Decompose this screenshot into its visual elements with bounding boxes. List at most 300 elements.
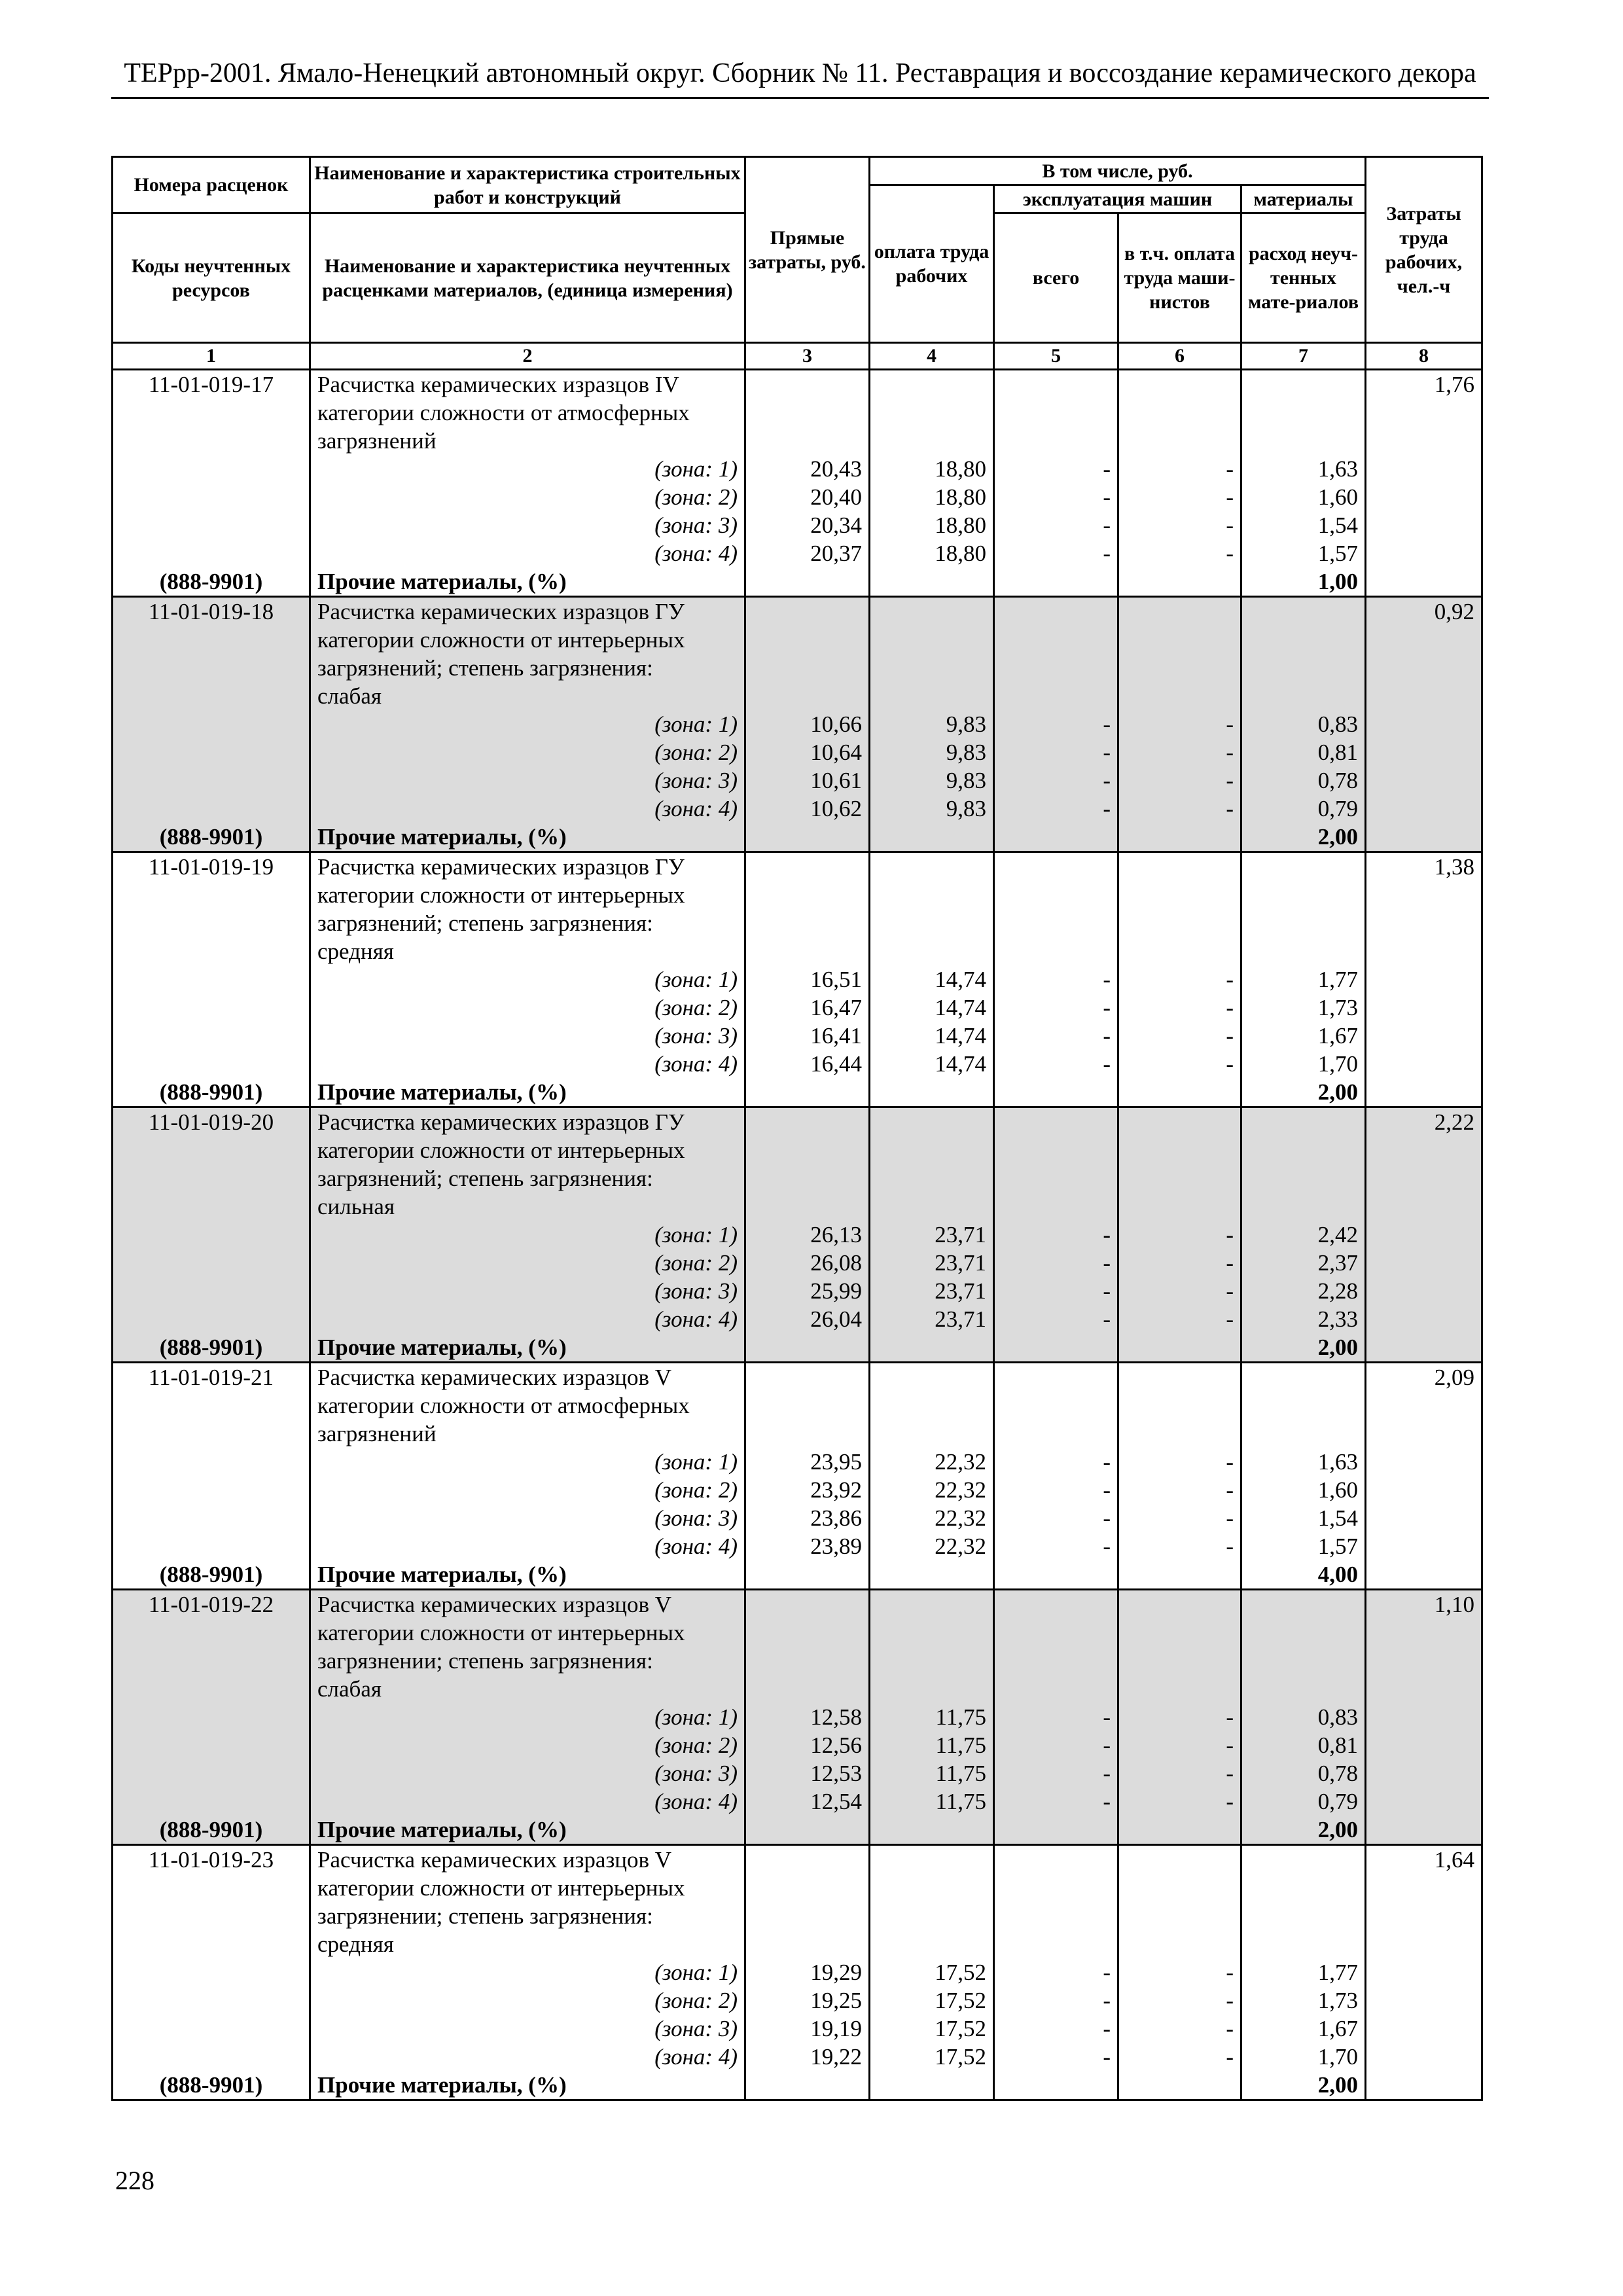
table-row — [113, 399, 1482, 427]
materials-cost-header: расход неуч-тенных мате-риалов — [1241, 213, 1366, 343]
zone-label: (зона: 4) — [310, 1305, 745, 1333]
rate-code — [113, 937, 310, 965]
labor-hours — [1366, 427, 1482, 455]
col-number: 8 — [1366, 343, 1482, 370]
table-header — [113, 157, 1482, 370]
direct-cost: 16,41 — [745, 1022, 870, 1050]
direct-cost: 10,61 — [745, 766, 870, 795]
machines-total — [994, 682, 1118, 710]
table-row — [113, 654, 1482, 682]
direct-cost — [745, 852, 870, 882]
table-row — [113, 1958, 1482, 1986]
table-row — [113, 1363, 1482, 1392]
machinist-pay — [1118, 1816, 1241, 1845]
labor-pay — [870, 427, 994, 455]
col-number: 2 — [310, 343, 745, 370]
labor-pay: 22,32 — [870, 1504, 994, 1532]
direct-cost — [745, 567, 870, 597]
materials-cost — [1241, 1363, 1366, 1392]
materials-cost — [1241, 370, 1366, 399]
machines-total: - — [994, 1787, 1118, 1816]
materials-cost — [1241, 399, 1366, 427]
rate-code — [113, 399, 310, 427]
labor-hours — [1366, 994, 1482, 1022]
work-description-line: загрязнений; степень загрязнения: — [310, 654, 745, 682]
labor-hours — [1366, 965, 1482, 994]
table-row — [113, 567, 1482, 597]
labor-hours — [1366, 1448, 1482, 1476]
labor-hours — [1366, 937, 1482, 965]
materials-cost: 0,79 — [1241, 795, 1366, 823]
materials-cost — [1241, 597, 1366, 626]
machines-total: - — [994, 1958, 1118, 1986]
labor-pay — [870, 597, 994, 626]
materials-cost: 1,73 — [1241, 994, 1366, 1022]
rate-code — [113, 654, 310, 682]
table-row — [113, 682, 1482, 710]
machines-total: - — [994, 965, 1118, 994]
machinist-pay — [1118, 1078, 1241, 1107]
materials-cost — [1241, 1930, 1366, 1958]
table-row — [113, 1675, 1482, 1703]
labor-hours — [1366, 2043, 1482, 2071]
machinist-pay — [1118, 399, 1241, 427]
labor-hours: 1,76 — [1366, 370, 1482, 399]
resource-code: (888-9901) — [113, 567, 310, 597]
labor-pay — [870, 909, 994, 937]
labor-pay — [870, 1420, 994, 1448]
labor-pay: 23,71 — [870, 1221, 994, 1249]
rate-code — [113, 994, 310, 1022]
labor-pay — [870, 1590, 994, 1619]
materials-cost: 1,73 — [1241, 1986, 1366, 2015]
other-materials-label: Прочие материалы, (%) — [310, 2071, 745, 2100]
machinist-pay: - — [1118, 455, 1241, 483]
labor-pay: 22,32 — [870, 1532, 994, 1560]
machinist-pay: - — [1118, 1249, 1241, 1277]
machines-total: - — [994, 1532, 1118, 1560]
materials-cost — [1241, 1590, 1366, 1619]
materials-cost: 0,78 — [1241, 766, 1366, 795]
machinist-pay: - — [1118, 511, 1241, 539]
direct-cost — [745, 1333, 870, 1363]
labor-pay: 11,75 — [870, 1759, 994, 1787]
machinist-pay: - — [1118, 994, 1241, 1022]
labor-hours — [1366, 1787, 1482, 1816]
work-description-line: Расчистка керамических изразцов V — [310, 1590, 745, 1619]
labor-pay-header: оплата труда рабочих — [870, 185, 994, 343]
direct-cost — [745, 1816, 870, 1845]
labor-hours: 0,92 — [1366, 597, 1482, 626]
labor-pay — [870, 1560, 994, 1590]
table-row — [113, 2071, 1482, 2100]
labor-hours — [1366, 1022, 1482, 1050]
machines-total: - — [994, 2015, 1118, 2043]
machines-total — [994, 1078, 1118, 1107]
direct-cost: 10,64 — [745, 738, 870, 766]
table-row — [113, 1078, 1482, 1107]
table-row — [113, 1249, 1482, 1277]
direct-cost: 19,22 — [745, 2043, 870, 2071]
work-description-line: категории сложности от интерьерных — [310, 1874, 745, 1902]
labor-pay: 9,83 — [870, 738, 994, 766]
machines-total: - — [994, 1476, 1118, 1504]
rate-code — [113, 483, 310, 511]
machines-total: - — [994, 1050, 1118, 1078]
machinist-pay — [1118, 682, 1241, 710]
labor-pay: 23,71 — [870, 1249, 994, 1277]
labor-hours — [1366, 710, 1482, 738]
direct-cost: 20,43 — [745, 455, 870, 483]
direct-cost — [745, 1874, 870, 1902]
table-row — [113, 1050, 1482, 1078]
rate-code — [113, 1221, 310, 1249]
table-row — [113, 1448, 1482, 1476]
other-materials-percent: 2,00 — [1241, 1078, 1366, 1107]
labor-pay: 23,71 — [870, 1277, 994, 1305]
table-row — [113, 1930, 1482, 1958]
labor-hours — [1366, 1050, 1482, 1078]
labor-hours: 2,22 — [1366, 1107, 1482, 1137]
table-row — [113, 1305, 1482, 1333]
table-row — [113, 539, 1482, 567]
machines-total: - — [994, 710, 1118, 738]
table-row — [113, 1731, 1482, 1759]
labor-hours — [1366, 2071, 1482, 2100]
machines-total: - — [994, 455, 1118, 483]
materials-cost: 1,70 — [1241, 1050, 1366, 1078]
direct-cost: 20,37 — [745, 539, 870, 567]
machinist-pay — [1118, 1164, 1241, 1193]
work-description-line: Расчистка керамических изразцов V — [310, 1363, 745, 1392]
rate-code: 11-01-019-18 — [113, 597, 310, 626]
materials-cost — [1241, 881, 1366, 909]
direct-cost: 12,56 — [745, 1731, 870, 1759]
machines-total — [994, 1590, 1118, 1619]
machinist-pay — [1118, 1107, 1241, 1137]
col-number: 1 — [113, 343, 310, 370]
rate-code — [113, 626, 310, 654]
table-row — [113, 1107, 1482, 1137]
rate-code — [113, 1022, 310, 1050]
zone-label: (зона: 1) — [310, 1448, 745, 1476]
work-description-line: категории сложности от атмосферных — [310, 399, 745, 427]
rate-code — [113, 455, 310, 483]
work-description-line: категории сложности от интерьерных — [310, 1619, 745, 1647]
other-materials-label: Прочие материалы, (%) — [310, 1333, 745, 1363]
labor-pay — [870, 1107, 994, 1137]
labor-pay: 17,52 — [870, 2043, 994, 2071]
direct-cost: 19,29 — [745, 1958, 870, 1986]
machines-total — [994, 1902, 1118, 1930]
zone-label: (зона: 2) — [310, 1249, 745, 1277]
machinist-pay: - — [1118, 1958, 1241, 1986]
rate-code — [113, 1164, 310, 1193]
rate-code — [113, 1448, 310, 1476]
materials-cost — [1241, 1391, 1366, 1420]
table-row — [113, 626, 1482, 654]
machines-total: - — [994, 1986, 1118, 2015]
zone-label: (зона: 2) — [310, 1986, 745, 2015]
labor-header: Затраты труда рабочих, чел.-ч — [1366, 157, 1482, 343]
labor-hours — [1366, 1874, 1482, 1902]
rate-code — [113, 1874, 310, 1902]
machines-total: - — [994, 795, 1118, 823]
labor-hours — [1366, 1560, 1482, 1590]
rate-code — [113, 539, 310, 567]
labor-hours — [1366, 654, 1482, 682]
resource-code: (888-9901) — [113, 1078, 310, 1107]
direct-cost — [745, 1647, 870, 1675]
materials-cost — [1241, 1107, 1366, 1137]
rate-code — [113, 1193, 310, 1221]
rate-code — [113, 1930, 310, 1958]
direct-cost — [745, 1930, 870, 1958]
direct-cost: 12,54 — [745, 1787, 870, 1816]
materials-cost: 1,77 — [1241, 965, 1366, 994]
col-number: 4 — [870, 343, 994, 370]
resource-code: (888-9901) — [113, 823, 310, 852]
labor-pay — [870, 1675, 994, 1703]
labor-pay: 14,74 — [870, 965, 994, 994]
direct-cost: 25,99 — [745, 1277, 870, 1305]
col2-top-header: Наименование и характеристика строительных работ и конструкций — [310, 157, 745, 213]
labor-pay: 17,52 — [870, 1986, 994, 2015]
labor-pay: 14,74 — [870, 994, 994, 1022]
table-row — [113, 1022, 1482, 1050]
direct-cost — [745, 823, 870, 852]
machines-total: - — [994, 2043, 1118, 2071]
table-row — [113, 2043, 1482, 2071]
labor-pay: 14,74 — [870, 1050, 994, 1078]
labor-pay: 22,32 — [870, 1476, 994, 1504]
labor-hours — [1366, 1221, 1482, 1249]
table-row — [113, 1986, 1482, 2015]
labor-hours — [1366, 1902, 1482, 1930]
machines-total: - — [994, 1504, 1118, 1532]
machines-total — [994, 626, 1118, 654]
materials-cost: 1,54 — [1241, 511, 1366, 539]
labor-hours: 2,09 — [1366, 1363, 1482, 1392]
labor-pay — [870, 1930, 994, 1958]
machinist-pay — [1118, 567, 1241, 597]
zone-label: (зона: 3) — [310, 1022, 745, 1050]
other-materials-label: Прочие материалы, (%) — [310, 1816, 745, 1845]
machines-total: - — [994, 1448, 1118, 1476]
labor-hours — [1366, 1078, 1482, 1107]
rate-code — [113, 1050, 310, 1078]
other-materials-percent: 4,00 — [1241, 1560, 1366, 1590]
zone-label: (зона: 1) — [310, 965, 745, 994]
direct-cost — [745, 2071, 870, 2100]
work-description-line: Расчистка керамических изразцов V — [310, 1845, 745, 1874]
machinist-pay — [1118, 1333, 1241, 1363]
labor-hours — [1366, 1420, 1482, 1448]
labor-pay — [870, 1619, 994, 1647]
labor-pay — [870, 1391, 994, 1420]
table-row — [113, 766, 1482, 795]
labor-hours — [1366, 1958, 1482, 1986]
direct-cost — [745, 1560, 870, 1590]
table-row — [113, 1164, 1482, 1193]
rate-code — [113, 1986, 310, 2015]
materials-cost — [1241, 626, 1366, 654]
direct-cost — [745, 1193, 870, 1221]
machinist-pay: - — [1118, 2043, 1241, 2071]
labor-hours — [1366, 766, 1482, 795]
work-description-line: загрязнений; степень загрязнения: — [310, 1164, 745, 1193]
machinist-pay: - — [1118, 710, 1241, 738]
labor-hours — [1366, 1476, 1482, 1504]
labor-pay — [870, 852, 994, 882]
col-number: 5 — [994, 343, 1118, 370]
machinist-pay — [1118, 1845, 1241, 1874]
machines-total — [994, 370, 1118, 399]
labor-pay — [870, 881, 994, 909]
machines-total — [994, 909, 1118, 937]
materials-cost: 1,63 — [1241, 1448, 1366, 1476]
machinist-pay: - — [1118, 2015, 1241, 2043]
machinist-pay: - — [1118, 1731, 1241, 1759]
labor-pay — [870, 682, 994, 710]
materials-cost — [1241, 1675, 1366, 1703]
table-row — [113, 370, 1482, 399]
rate-code — [113, 795, 310, 823]
machines-total — [994, 567, 1118, 597]
other-materials-label: Прочие материалы, (%) — [310, 823, 745, 852]
zone-label: (зона: 2) — [310, 994, 745, 1022]
labor-hours — [1366, 1305, 1482, 1333]
machinist-pay — [1118, 1902, 1241, 1930]
rate-code — [113, 1647, 310, 1675]
work-description-line: Расчистка керамических изразцов ГУ — [310, 1107, 745, 1137]
rate-code: 11-01-019-22 — [113, 1590, 310, 1619]
labor-pay — [870, 567, 994, 597]
work-description-line: средняя — [310, 937, 745, 965]
work-description-line: загрязнений — [310, 1420, 745, 1448]
table-row — [113, 738, 1482, 766]
labor-pay: 18,80 — [870, 539, 994, 567]
labor-hours — [1366, 626, 1482, 654]
labor-pay: 14,74 — [870, 1022, 994, 1050]
machinist-pay: - — [1118, 1277, 1241, 1305]
direct-cost — [745, 1619, 870, 1647]
labor-hours: 1,64 — [1366, 1845, 1482, 1874]
labor-hours — [1366, 1193, 1482, 1221]
table-row — [113, 455, 1482, 483]
direct-cost — [745, 626, 870, 654]
machines-total: - — [994, 1221, 1118, 1249]
labor-pay — [870, 1164, 994, 1193]
zone-label: (зона: 1) — [310, 1703, 745, 1731]
direct-cost — [745, 881, 870, 909]
labor-hours — [1366, 511, 1482, 539]
work-description-line: загрязнений — [310, 427, 745, 455]
machinist-pay — [1118, 2071, 1241, 2100]
machinist-pay — [1118, 654, 1241, 682]
zone-label: (зона: 1) — [310, 455, 745, 483]
zone-label: (зона: 3) — [310, 511, 745, 539]
direct-cost — [745, 1391, 870, 1420]
col-number: 7 — [1241, 343, 1366, 370]
machinist-pay — [1118, 1420, 1241, 1448]
direct-cost: 23,92 — [745, 1476, 870, 1504]
machines-total: - — [994, 1022, 1118, 1050]
table-row — [113, 1532, 1482, 1560]
direct-cost: 16,47 — [745, 994, 870, 1022]
rate-code: 11-01-019-17 — [113, 370, 310, 399]
direct-cost — [745, 1363, 870, 1392]
rate-code — [113, 427, 310, 455]
machines-pay-header: в т.ч. оплата труда маши-нистов — [1118, 213, 1241, 343]
labor-pay — [870, 1136, 994, 1164]
table-row — [113, 823, 1482, 852]
labor-pay: 9,83 — [870, 710, 994, 738]
machines-total — [994, 1420, 1118, 1448]
materials-cost: 1,77 — [1241, 1958, 1366, 1986]
rate-code — [113, 1731, 310, 1759]
rate-code — [113, 1476, 310, 1504]
labor-hours — [1366, 399, 1482, 427]
table-row — [113, 1759, 1482, 1787]
direct-cost — [745, 1107, 870, 1137]
machinist-pay — [1118, 1675, 1241, 1703]
machines-total: - — [994, 1703, 1118, 1731]
direct-cost: 26,04 — [745, 1305, 870, 1333]
direct-cost — [745, 370, 870, 399]
materials-cost: 2,33 — [1241, 1305, 1366, 1333]
other-materials-percent: 2,00 — [1241, 1333, 1366, 1363]
rate-code — [113, 1420, 310, 1448]
zone-label: (зона: 4) — [310, 795, 745, 823]
rate-code — [113, 909, 310, 937]
machinist-pay — [1118, 1560, 1241, 1590]
other-materials-label: Прочие материалы, (%) — [310, 1078, 745, 1107]
zone-label: (зона: 4) — [310, 1532, 745, 1560]
machines-header: эксплуатация машин — [994, 185, 1241, 213]
materials-cost: 1,70 — [1241, 2043, 1366, 2071]
machines-total — [994, 1560, 1118, 1590]
other-materials-percent: 1,00 — [1241, 567, 1366, 597]
labor-pay: 11,75 — [870, 1731, 994, 1759]
materials-cost — [1241, 852, 1366, 882]
zone-label: (зона: 2) — [310, 738, 745, 766]
machinist-pay — [1118, 909, 1241, 937]
materials-cost — [1241, 1420, 1366, 1448]
direct-cost — [745, 1675, 870, 1703]
table-row — [113, 1619, 1482, 1647]
materials-cost — [1241, 654, 1366, 682]
labor-hours — [1366, 1759, 1482, 1787]
labor-hours — [1366, 1675, 1482, 1703]
machinist-pay — [1118, 1590, 1241, 1619]
direct-cost: 12,58 — [745, 1703, 870, 1731]
labor-pay — [870, 1333, 994, 1363]
machines-total: - — [994, 766, 1118, 795]
machinist-pay: - — [1118, 795, 1241, 823]
machinist-pay — [1118, 1874, 1241, 1902]
table-row — [113, 1333, 1482, 1363]
table-row — [113, 511, 1482, 539]
labor-hours — [1366, 1391, 1482, 1420]
direct-cost — [745, 682, 870, 710]
work-description-line: слабая — [310, 1675, 745, 1703]
direct-cost: 16,51 — [745, 965, 870, 994]
work-description-line: категории сложности от интерьерных — [310, 881, 745, 909]
table-row — [113, 1874, 1482, 1902]
machines-total — [994, 1816, 1118, 1845]
materials-cost: 1,60 — [1241, 483, 1366, 511]
